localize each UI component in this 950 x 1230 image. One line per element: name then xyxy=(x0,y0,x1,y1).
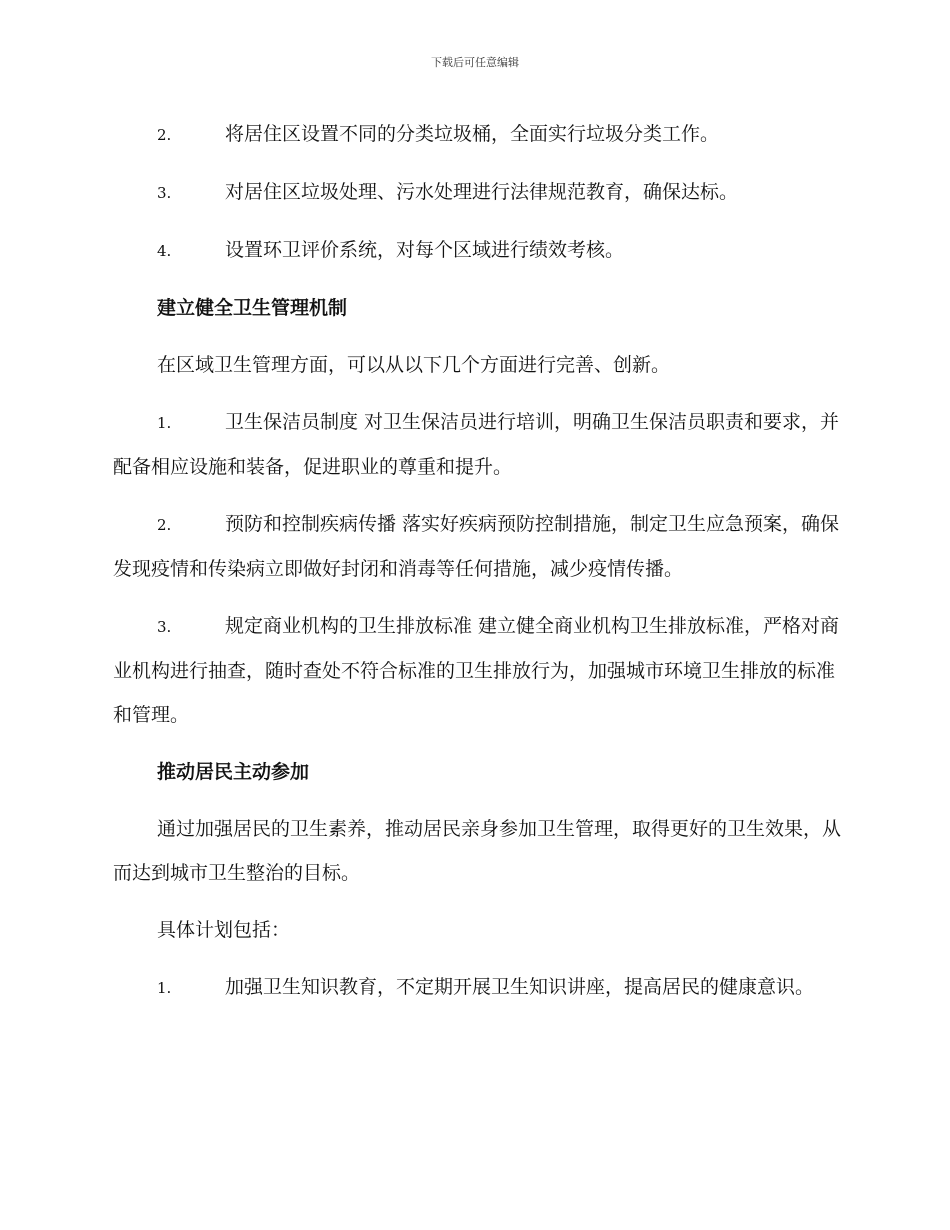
document-body xyxy=(113,112,843,1010)
list-text: 设置环卫评价系统，对每个区域进行绩效考核。 xyxy=(225,239,625,261)
page-header-note: 下载后可任意编辑 xyxy=(431,56,519,69)
list-item xyxy=(113,112,843,157)
list-number: 1. xyxy=(157,979,172,997)
list-text: 加强卫生知识教育，不定期开展卫生知识讲座，提高居民的健康意识。 xyxy=(225,976,815,998)
paragraph: 具体计划包括： xyxy=(157,919,291,941)
list-item xyxy=(113,965,843,1010)
paragraph: 通过加强居民的卫生素养，推动居民亲身参加卫生管理，取得更好的卫生效果，从而达到城市卫生整治的目标。 xyxy=(113,818,842,884)
list-number: 2. xyxy=(157,516,172,534)
list-text: 卫生保洁员制度 对卫生保洁员进行培训，明确卫生保洁员职责和要求，并配备相应设施和装备，促进职业的尊重和提升。 xyxy=(113,411,840,478)
list-item xyxy=(113,400,843,489)
list-number: 2. xyxy=(157,126,172,144)
list-item xyxy=(113,170,843,215)
list-text: 规定商业机构的卫生排放标准 建立健全商业机构卫生排放标准，严格对商业机构进行抽查，随时查处不符合标准的卫生排放行为，加强城市环境卫生排放的标准和管理。 xyxy=(113,615,840,726)
list-item xyxy=(113,604,843,737)
list-item xyxy=(113,228,843,273)
paragraph: 在区域卫生管理方面，可以从以下几个方面进行完善、创新。 xyxy=(157,354,671,376)
list-number: 3. xyxy=(157,618,172,636)
list-text: 对居住区垃圾处理、污水处理进行法律规范教育，确保达标。 xyxy=(225,181,739,203)
list-text: 预防和控制疾病传播 落实好疾病预防控制措施，制定卫生应急预案，确保发现疫情和传染病立即做好封闭和消毒等任何措施，减少疫情传播。 xyxy=(113,513,840,580)
section-heading: 建立健全卫生管理机制 xyxy=(157,297,348,319)
list-number: 3. xyxy=(157,184,172,202)
section-heading: 推动居民主动参加 xyxy=(157,761,310,783)
list-text: 将居住区设置不同的分类垃圾桶，全面实行垃圾分类工作。 xyxy=(225,123,720,145)
list-number: 4. xyxy=(157,242,172,260)
list-item xyxy=(113,502,843,591)
list-number: 1. xyxy=(157,414,172,432)
